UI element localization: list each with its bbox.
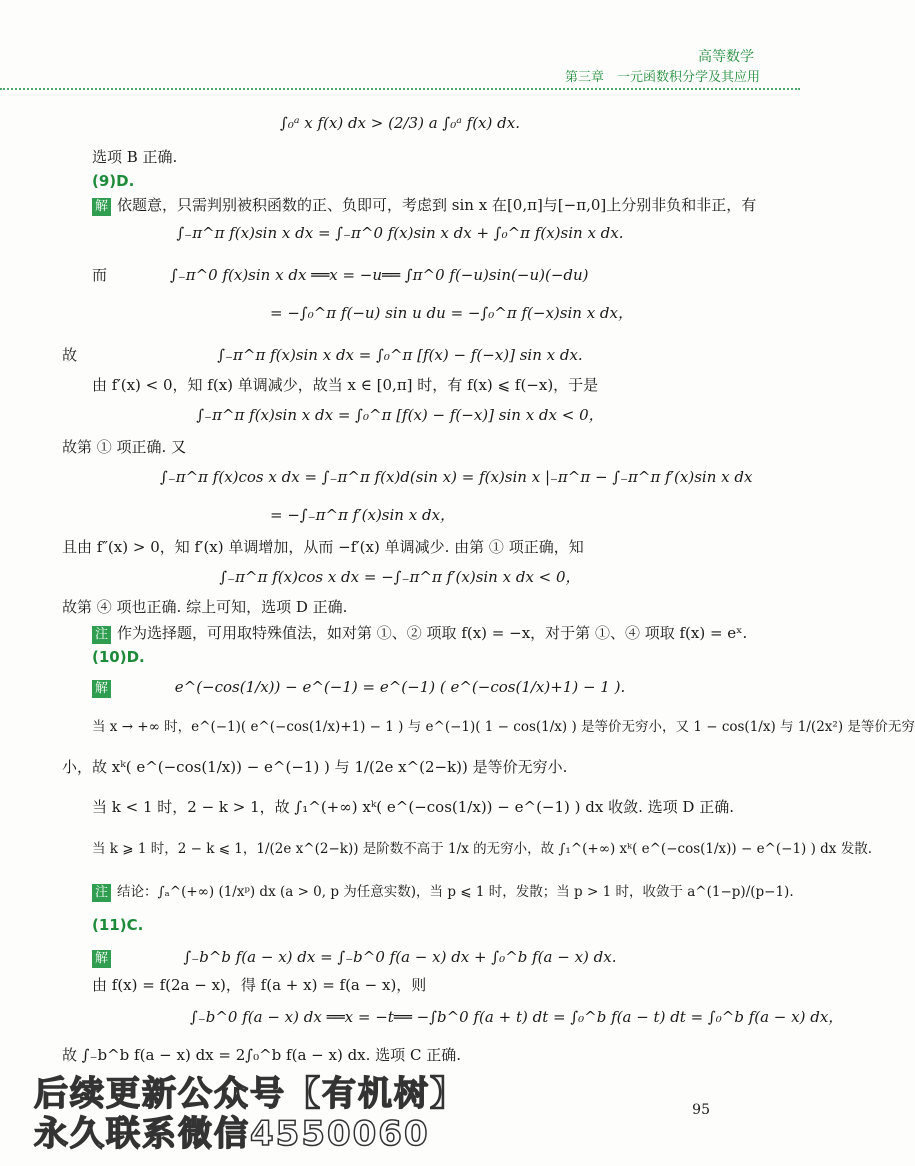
watermark-line2: 永久联系微信4550060	[34, 1114, 430, 1154]
header-divider	[0, 88, 800, 90]
text-line: 依题意，只需判别被积函数的正、负即可，考虑到 sin x 在[0,π]与[−π,0]上分别非负和非正，有	[117, 196, 757, 214]
problem-number: (10)D.	[92, 648, 145, 666]
formula-line: ∫₋π^0 f(x)sin x dx ══x = −u══ ∫π^0 f(−u)sin(−u)(−du)	[170, 266, 589, 284]
problem-number: (11)C.	[92, 916, 144, 934]
text-line: 作为选择题，可用取特殊值法，如对第 ①、② 项取 f(x) = −x，对于第 ①、④ 项取 f(x) = eˣ.	[117, 624, 748, 642]
formula-line: ∫₋b^b f(a − x) dx = ∫₋b^0 f(a − x) dx + ∫₀^b f(a − x) dx.	[183, 948, 617, 966]
text-line: 故	[62, 346, 78, 364]
formula-line: = −∫₋π^π f′(x)sin x dx，	[270, 506, 456, 524]
chapter-title: 第三章 一元函数积分学及其应用	[564, 70, 760, 85]
note-tag: 注	[92, 626, 111, 644]
text-line: 当 x → +∞ 时，e^(−1)( e^(−cos(1/x)+1) − 1 ) 与 e^(−1)( 1 − cos(1/x) ) 是等价无穷小，又 1 − cos(1/x) 与 1/(2x²) 是等价无穷	[92, 719, 915, 735]
text-line: 当 k < 1 时，2 − k > 1，故 ∫₁^(+∞) xᵏ( e^(−cos(1/x)) − e^(−1) ) dx 收敛. 选项 D 正确.	[92, 798, 734, 816]
page-header	[0, 0, 800, 100]
text-line: 故 ∫₋b^b f(a − x) dx = 2∫₀^b f(a − x) dx. 选项 C 正确.	[62, 1046, 461, 1064]
formula-line: ∫₋π^π f(x)sin x dx = ∫₀^π [f(x) − f(−x)] sin x dx.	[217, 346, 583, 364]
text-line: 由 f(x) = f(2a − x)，得 f(a + x) = f(a − x)，则	[92, 976, 427, 994]
formula-line: ∫₋b^0 f(a − x) dx ══x = −t══ −∫b^0 f(a + t) dt = ∫₀^b f(a − t) dt = ∫₀^b f(a − x) dx，	[190, 1008, 844, 1026]
text-line: 选项 B 正确.	[92, 148, 178, 166]
text-line: 而	[92, 266, 108, 284]
formula-line: ∫₋π^π f(x)sin x dx = ∫₀^π [f(x) − f(−x)] sin x dx < 0，	[196, 406, 604, 424]
formula-line: = −∫₀^π f(−u) sin u du = −∫₀^π f(−x)sin x dx，	[270, 304, 633, 322]
text-line: 由 f′(x) < 0，知 f(x) 单调减少，故当 x ∈ [0,π] 时，有 f(x) ⩽ f(−x)，于是	[92, 376, 599, 394]
text-line: 且由 f″(x) > 0，知 f′(x) 单调增加，从而 −f′(x) 单调减少. 由第 ① 项正确，知	[62, 538, 584, 556]
formula-line: ∫₋π^π f(x)cos x dx = −∫₋π^π f′(x)sin x dx < 0，	[219, 568, 581, 586]
problem-number: (9)D.	[92, 172, 135, 190]
page-number: 95	[692, 1102, 710, 1118]
note-tag: 注	[92, 884, 111, 902]
formula-line: e^(−cos(1/x)) − e^(−1) = e^(−1) ( e^(−cos(1/x)+1) − 1 ).	[174, 678, 626, 696]
solution-tag: 解	[92, 950, 111, 968]
book-title: 高等数学	[698, 49, 754, 65]
solution-tag: 解	[92, 198, 111, 216]
solution-tag: 解	[92, 680, 111, 698]
watermark-line1: 后续更新公众号【有机树】	[34, 1074, 466, 1114]
solution-body	[0, 100, 915, 1100]
text-line: 当 k ⩾ 1 时，2 − k ⩽ 1，1/(2e x^(2−k)) 是阶数不高于 1/x 的无穷小，故 ∫₁^(+∞) xᵏ( e^(−cos(1/x)) − e^(−1) ) dx 发散.	[92, 841, 872, 857]
text-line: 结论：∫ₐ^(+∞) (1/xᵖ) dx (a > 0, p 为任意实数)，当 p ⩽ 1 时，发散；当 p > 1 时，收敛于 a^(1−p)/(p−1).	[117, 884, 794, 900]
formula-line: ∫₀ᵃ x f(x) dx > (2/3) a ∫₀ᵃ f(x) dx.	[280, 114, 520, 132]
formula-line: ∫₋π^π f(x)cos x dx = ∫₋π^π f(x)d(sin x) = f(x)sin x |₋π^π − ∫₋π^π f′(x)sin x dx	[160, 468, 753, 486]
text-line: 故第 ① 项正确. 又	[62, 438, 187, 456]
text-line: 小，故 xᵏ( e^(−cos(1/x)) − e^(−1) ) 与 1/(2e x^(2−k)) 是等价无穷小.	[62, 758, 568, 776]
text-line: 故第 ④ 项也正确. 综上可知，选项 D 正确.	[62, 598, 348, 616]
formula-line: ∫₋π^π f(x)sin x dx = ∫₋π^0 f(x)sin x dx + ∫₀^π f(x)sin x dx.	[176, 224, 624, 242]
